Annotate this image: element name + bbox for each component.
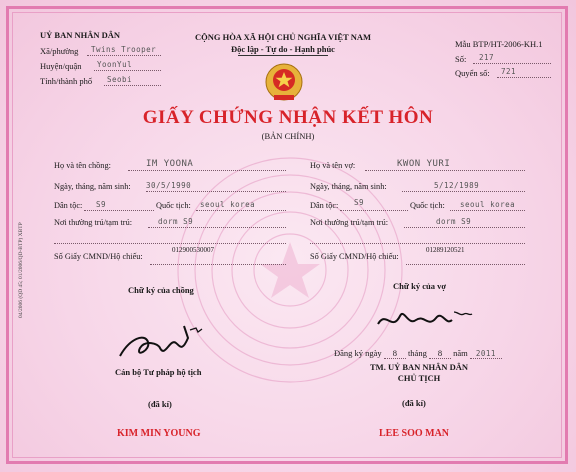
- wife-sign-label: Chữ ký của vợ: [393, 281, 447, 291]
- husband-nationality-label: Quốc tịch:: [156, 201, 191, 210]
- wife-residence-field: [404, 217, 525, 228]
- wife-id: [426, 246, 465, 254]
- district-value: YoonYul: [97, 60, 133, 69]
- husband-id: 012900530007: [172, 246, 214, 254]
- wife-id-field: [406, 246, 525, 265]
- book-field: [497, 67, 551, 78]
- husband-residence-field: [148, 217, 286, 228]
- number-label: Số:: [455, 54, 467, 64]
- certificate-title: GIẤY CHỨNG NHẬN KẾT HÔN: [142, 107, 434, 128]
- form-code: Mẫu BTP/HT-2006-KH.1: [455, 39, 543, 49]
- ward-label: Xã/phường: [40, 46, 79, 56]
- province-value: Seobi: [107, 75, 133, 84]
- husband-name: IM YOONA: [146, 159, 194, 169]
- wife-name-label: Họ và tên vợ:: [310, 161, 356, 170]
- province-field: [104, 75, 161, 86]
- husband-nationality: seoul korea: [200, 200, 256, 209]
- wife-nationality-field: [450, 200, 525, 211]
- official-right-title2: CHỦ TỊCH: [397, 373, 441, 383]
- registration-date: [334, 348, 502, 359]
- number-value: 217: [479, 53, 495, 62]
- wife-ethnic: S9: [354, 198, 365, 207]
- wife-id-label: Số Giấy CMND/Hộ chiếu:: [310, 252, 399, 261]
- motto: Độc lập - Tự do - Hạnh phúc: [231, 44, 335, 54]
- wife-name: KWON YURI: [397, 159, 451, 169]
- husband-id-field: [150, 246, 286, 265]
- official-right-title1: TM. UỶ BAN NHÂN DÂN: [370, 362, 468, 372]
- official-left-signed: (đã kí): [148, 399, 172, 409]
- official-left-title: Cán bộ Tư pháp hộ tịch: [115, 367, 202, 377]
- ward-value: Twins Trooper: [91, 45, 157, 54]
- wife-ethnic-field: [340, 200, 408, 211]
- husband-ethnic: S9: [96, 200, 107, 209]
- wife-nationality-label: Quốc tịch:: [410, 201, 445, 210]
- official-left-name: KIM MIN YOUNG: [117, 428, 201, 439]
- wife-residence: dorm S9: [436, 217, 472, 226]
- district-label: Huyện/quận: [40, 61, 82, 71]
- registration-year-label: năm: [453, 348, 468, 358]
- official-right-name: LEE SOO MAN: [379, 428, 450, 439]
- husband-ethnic-field: [84, 200, 154, 211]
- husband-sign-label: Chữ ký của chồng: [128, 285, 194, 295]
- wife-ethnic-label: Dân tộc:: [310, 201, 339, 210]
- ward-field: [87, 45, 161, 56]
- wife-residence-line2: [310, 233, 525, 244]
- book-value: 721: [501, 67, 517, 76]
- district-field: [94, 60, 161, 71]
- national-emblem-icon: [262, 62, 306, 104]
- husband-ethnic-label: Dân tộc:: [54, 201, 83, 210]
- husband-name-label: Họ và tên chồng:: [54, 161, 111, 170]
- wife-dob-field: [402, 181, 525, 192]
- number-field: [473, 53, 551, 64]
- wife-signature: [372, 302, 482, 342]
- husband-dob-field: [146, 181, 286, 192]
- wife-id-suffix: 21: [457, 246, 465, 254]
- wife-residence-label: Nơi thường trú/tạm trú:: [310, 218, 389, 227]
- official-right-signed: (đã kí): [402, 398, 426, 408]
- motto-underline: [238, 55, 328, 56]
- certificate-subtitle: (BẢN CHÍNH): [261, 131, 315, 141]
- husband-name-field: [128, 160, 286, 171]
- left-org: UỶ BAN NHÂN DÂN: [40, 30, 121, 40]
- husband-residence-line2: [54, 233, 286, 244]
- registration-prefix: Đăng ký ngày: [334, 348, 382, 358]
- wife-dob-label: Ngày, tháng, năm sinh:: [310, 182, 387, 191]
- book-label: Quyển số:: [455, 68, 490, 78]
- registration-day: 8: [384, 348, 406, 359]
- side-print: 04/2006 (QD 45; 01/2006/QD-BTP) XBTP: [18, 222, 24, 318]
- husband-id-label: Số Giấy CMND/Hộ chiếu:: [54, 252, 143, 261]
- husband-dob: 30/5/1990: [146, 181, 192, 190]
- wife-nationality: seoul korea: [460, 200, 516, 209]
- registration-month-label: tháng: [407, 348, 427, 358]
- husband-residence: dorm S9: [158, 217, 194, 226]
- husband-signature: [110, 318, 220, 368]
- registration-year: 2011: [470, 349, 502, 359]
- country-name: CỘNG HÒA XÃ HỘI CHỦ NGHĨA VIỆT NAM: [194, 32, 372, 42]
- husband-dob-label: Ngày, tháng, năm sinh:: [54, 182, 131, 191]
- wife-id-main: 012891205: [426, 246, 458, 254]
- husband-nationality-field: [196, 200, 286, 211]
- wife-dob: 5/12/1989: [434, 181, 480, 190]
- husband-residence-label: Nơi thường trú/tạm trú:: [54, 218, 133, 227]
- wife-name-field: [365, 160, 525, 171]
- registration-month: 8: [429, 348, 451, 359]
- province-label: Tỉnh/thành phố: [40, 76, 93, 86]
